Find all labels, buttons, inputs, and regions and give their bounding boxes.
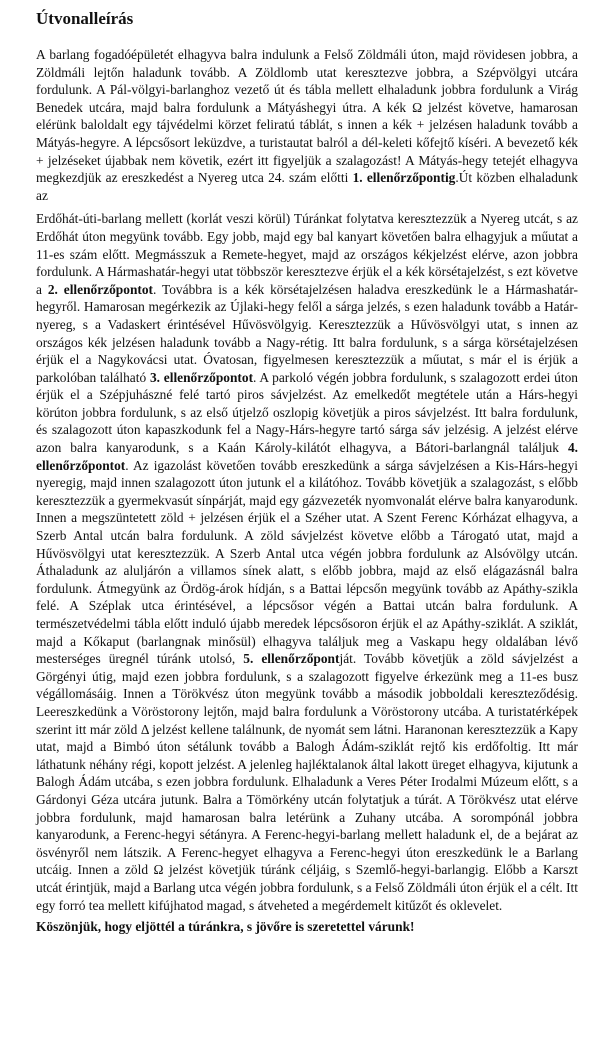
checkpoint-4-label: 4. ellenőrzőpontot	[36, 440, 578, 473]
paragraph-text: ját. Tovább követjük a zöld sávjelzést a Görgényi útig, majd ezen jobbra fordulunk, s a szalagozott figyelve érkezünk meg a 11-es busz végállomásáig. Innen a Törökvész úton megyünk tovább a második jobboldali kereszteződésig. Leereszkedünk a Vöröstorony lejtőn, majd balra fordulunk a Vöröstorony utcába. A turistatérképek szerint itt már zöld Δ jelzést kellene találnunk, de nyomát sem látni. Haranonan keresztezzük a Kapy utat, majd a Bimbó úton sétálunk tovább a Balogh Ádám-sziklát rejtő kis erdőfoltig. Itt már láthatunk néhány régi, kopott jelzést. A jelenleg hajléktalanok által lakott üreget elhagyva, kijutunk a Balogh Ádám utcába, s ezen jobbra fordulunk. Elhaladunk a Veres Péter Irodalmi Múzeum előtt, s a Gárdonyi Géza utcára jutunk. Balra a Tömörkény utcán folytatjuk a túrát. A Törökvész utat elérve jobbra fordulunk, majd hamarosan balra letérünk a Zuhany utcába. A sorompónál jobbra kanyarodunk, a Ferenc-hegyi sétányra. A Ferenc-hegyi-barlang mellett haladunk el, de a bejárat az ösvényről nem látszik. A Ferenc-hegyet elhagyva a Ferenc-hegyi úton ereszkedünk le a Barlang utcáig. Innen a zöld Ω jelzést követjük túránk céljáig, s Szemlő-hegyi-barlangig. Előbb a Karszt utcát érintjük, majd a Barlang utca végén jobbra fordulunk, s a Felső Zöldmáli úton érjük el a célt. Itt egy forró tea mellett kifújhatod magad, s átveheted a megérdemelt kitűzőt és oklevelet.	[36, 651, 578, 913]
paragraph-text: . Továbbra is a kék körsétajelzésen haladva ereszkedünk le a Hármashatár-hegyről. Hamarosan megérkezik az Újlaki-hegy felől a sárga jelzés, s ezen haladunk tovább a Határ-nyereg, s a Vadaskert érintésével Hűvösvölgyig. Keresztezzük a Hűvösvölgyi utat, s innen az országos kék jelzésen haladunk tovább a Nagy-rétig. Itt balra fordulunk, s a sárga körsétajelzésen érjük el a Nagykovácsi utat. Óvatosan, figyelmesen keresztezzük a műutat, s már el is érjük a parkolóban található	[36, 281, 578, 385]
route-paragraph-2	[36, 210, 578, 914]
paragraph-text: Erdőhát-úti-barlang mellett (korlát veszi körül) Túránkat folytatva keresztezzük a Nyereg utcát, s az Erdőhát úton megyünk tovább. Egy jobb, majd egy bal kanyart követően balra elhagyjuk a műutat a 11-es szám előtt. Megmásszuk a Remete-hegyet, majd az országos kékjelzést elérve, azon jobbra fordulunk. A Hármashatár-hegyi utat többször keresztezve érjük el a kék körsétajelzést, s ezt követve a	[36, 211, 578, 297]
closing-message: Köszönjük, hogy eljöttél a túránkra, s jövőre is szeretettel várunk!	[36, 919, 415, 935]
checkpoint-3-label: 3. ellenőrzőpontot	[149, 369, 254, 385]
checkpoint-5-label: 5. ellenőrzőpont	[243, 651, 340, 667]
paragraph-text: . A parkoló végén jobbra fordulunk, s szalagozott erdei úton érjük el a Szépjuhászné felé tartó piros sávjelzést. Az emelkedőt megtétele után a Hárs-hegyi körúton jobbra fordulunk, s az első útjelző oszlopig követjük a piros sávjelzést. Itt balra fordulunk, és szalagozott úton kapaszkodunk fel a Nagy-Hárs-hegyre tartó sárga sáv jelzésig. A jelzést elérve azon balra kanyarodunk, s a Kaán Károly-kilátót elhagyva, a Bátori-barlangnál találjuk	[36, 369, 578, 456]
checkpoint-2-label: 2. ellenőrzőpontot	[47, 281, 154, 297]
route-paragraph-1	[36, 46, 578, 204]
paragraph-text: A barlang fogadóépületét elhagyva balra indulunk a Felső Zöldmáli úton, majd rövidesen jobbra, a Zöldmáli lejtőn haladunk tovább. A Zöldlomb utat keresztezve jobbra, a Szépvölgyi utcára fordulunk. A Pál-völgyi-barlanghoz vezető út és tábla mellett elhaladunk jobbra fordulunk a Virág Benedek utcára, majd balra fordulunk a Mátyáshegyi útra. A kék Ω jelzést követve, hamarosan elérünk baloldalt egy tájvédelmi körzet feliratú táblát, s innen a kék + jelzésen haladunk tovább a Mátyás-hegyre. A lépcsősort leküzdve, a turistautat balról a dél-keleti kőfejtő kíséri. A bevezető kék + jelzéseket újabbak nem követik, ezért itt figyeljük a szalagozást! A Mátyás-hegy tetejét elhagyva megkezdjük az ereszkedést a Nyereg utca 24. szám előtti	[36, 47, 578, 186]
page-title: Útvonalleírás	[36, 9, 134, 28]
paragraph-text: . Az igazolást követően tovább ereszkedünk a sárga sávjelzésen a Kis-Hárs-hegyi nyeregig, majd innen szalagozott úton jutunk el a kilátóhoz. Tovább követjük a szalagozást, s előbb keresztezzük a gyermekvasút sínpárját, majd egy gázvezeték nyomvonalát elérve balra kanyarodunk. Innen a megszüntetett zöld + jelzésen érjük el a Széher utat. A Szent Ferenc Kórházat elhagyva, a Szerb Antal utcán balra fordulunk. A zöld sávjelzést követve előbb a Tárogató utat, majd a Hűvösvölgyi utat keresztezzük. A Szerb Antal utca végén jobbra fordulunk az Alsóvölgy utcán. Áthaladunk az aluljárón a villamos sínek alatt, s előbb jobbra, majd az első elágazásnál balra fordulunk. Átmegyünk az Ördög-árok hídján, s a Battai lépcsőn megyünk tovább az Apáthy-szikla felé. A Széplak utca érintésével, a lépcsősor végén a Battai utcán balra fordulunk. A természetvédelmi tábla előtt induló újabb meredek lépcsősoron érjük el az Apáthy-sziklát. A sziklát, majd a Kőkaput (barlangnak minősül) elhagyva találjuk meg a Vaskapu hegy oldalában lévő mesterséges üregnél túránk utolsó,	[36, 457, 578, 667]
checkpoint-1-label: 1. ellenőrzőpontig	[352, 170, 456, 186]
paragraph-text: .Út közben elhaladunk az	[36, 170, 578, 203]
